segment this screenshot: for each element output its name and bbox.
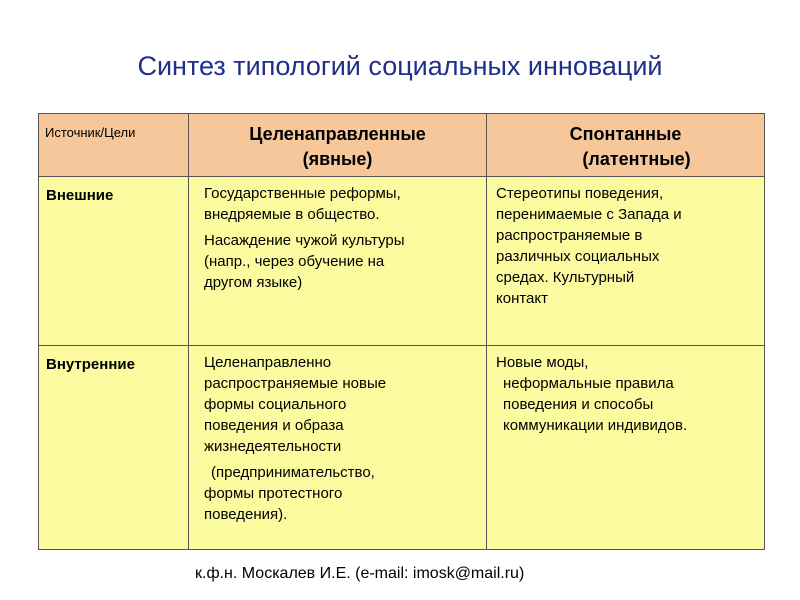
text-line: формы протестного <box>204 485 343 502</box>
text-line: (предпринимательство, <box>211 464 375 481</box>
corner-label: Источник/Цели <box>45 125 136 140</box>
directed-header-line2: (явные) <box>302 149 373 169</box>
text-line: контакт <box>496 290 549 307</box>
text-line: формы социального <box>204 396 347 413</box>
text-line: Насаждение чужой культуры <box>204 232 405 249</box>
row-label-external: Внешние <box>46 187 114 204</box>
text-line: перенимаемые с Запада и <box>496 206 682 223</box>
table-row-external <box>39 177 765 346</box>
text-line: различных социальных <box>496 248 660 265</box>
text-line: распространяемые в <box>496 227 643 244</box>
external-directed-cell <box>189 177 487 346</box>
text-line: коммуникации индивидов. <box>503 417 688 434</box>
text-line: неформальные правила <box>503 375 674 392</box>
text-line: распространяемые новые <box>204 375 387 392</box>
text-line: жизнедеятельности <box>204 438 342 455</box>
text-line: другом языке) <box>204 274 303 291</box>
spontaneous-header-line1: Спонтанные <box>569 124 682 144</box>
author-footer: к.ф.н. Москалев И.Е. (e-mail: imosk@mail.ru) <box>195 565 525 582</box>
spontaneous-header-line2: (латентные) <box>582 149 691 169</box>
text-line: (напр., через обучение на <box>204 253 385 270</box>
internal-spontaneous-cell <box>487 346 765 550</box>
directed-header-line1: Целенаправленные <box>249 124 426 144</box>
internal-directed-cell <box>189 346 487 550</box>
spontaneous-header <box>487 114 764 172</box>
external-spontaneous-cell <box>487 177 765 346</box>
text-line: внедряемые в общество. <box>204 206 380 223</box>
text-line: поведения и способы <box>503 396 654 413</box>
text-line: Целенаправленно <box>204 354 332 371</box>
corner-header-cell <box>39 114 189 177</box>
row-label-internal: Внутренние <box>46 356 135 373</box>
slide-title: Синтез типологий социальных инноваций <box>137 51 663 81</box>
spontaneous-header-cell <box>487 114 765 177</box>
text-line: поведения). <box>204 506 288 523</box>
text-line: Государственные реформы, <box>204 185 401 202</box>
row-label-cell <box>39 177 189 346</box>
text-line: поведения и образа <box>204 417 344 434</box>
directed-header <box>189 114 486 172</box>
table-row-internal <box>39 346 765 550</box>
directed-header-cell <box>189 114 487 177</box>
table-header-row <box>39 114 765 177</box>
text-line: Новые моды, <box>496 354 589 371</box>
text-line: Стереотипы поведения, <box>496 185 664 202</box>
text-line: средах. Культурный <box>496 269 635 286</box>
typology-table <box>38 113 765 550</box>
row-label-cell <box>39 346 189 550</box>
